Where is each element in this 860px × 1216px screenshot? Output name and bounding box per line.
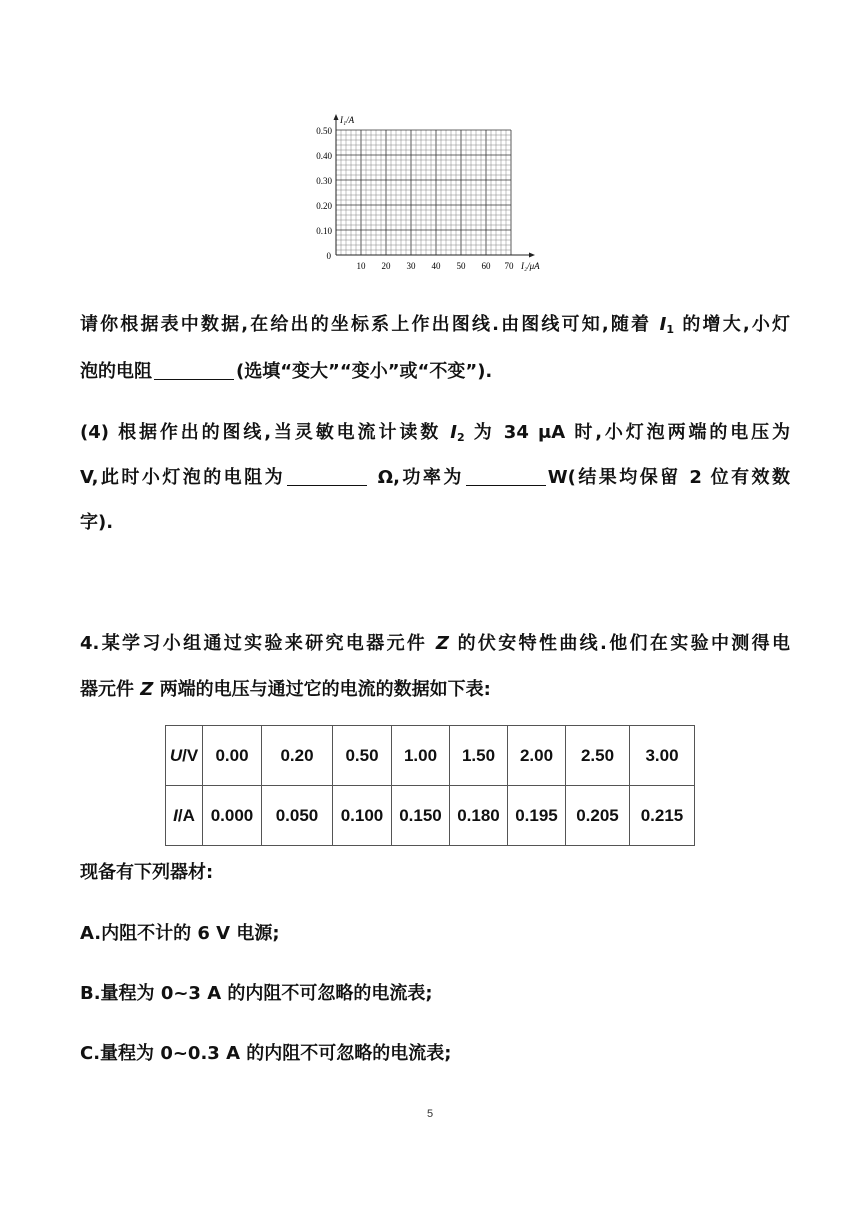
table-cell: 0.20: [262, 726, 333, 786]
graph-grid: [336, 130, 511, 255]
table-cell: 0.100: [333, 786, 392, 846]
q4-line-1: (4) 根据作出的图线,当灵敏电流计读数 $I_2$ 为 34 μA 时,小灯泡两端的电压为: [80, 422, 790, 444]
x-tick-label: 50: [456, 261, 466, 271]
origin-label: 0: [326, 251, 331, 261]
x-axis-label: I₂/μA: [521, 261, 540, 271]
y-axis-label: I₁/A: [340, 115, 355, 125]
y-tick-label: 0.20: [316, 201, 332, 211]
x-tick-label: 30: [406, 261, 416, 271]
answer-blank-resistance[interactable]: [287, 467, 367, 486]
y-tick-label: 0.10: [316, 226, 332, 236]
row-header-current: I/A: [166, 786, 203, 846]
table-cell: 0.000: [203, 786, 262, 846]
table-row: [166, 786, 695, 846]
equipment-item-b: B.量程为 0~3 A 的内阻不可忽略的电流表;: [80, 983, 433, 1004]
table-cell: 0.150: [392, 786, 450, 846]
x-tick-label: 20: [381, 261, 391, 271]
problem4-line-2: 器元件 Z 两端的电压与通过它的电流的数据如下表:: [80, 679, 491, 700]
answer-blank-resistance-trend[interactable]: [154, 361, 234, 380]
y-tick-label: 0.50: [316, 126, 332, 136]
x-tick-label: 60: [481, 261, 491, 271]
table-cell: 3.00: [630, 726, 695, 786]
answer-blank-power[interactable]: [466, 467, 546, 486]
table-cell: 0.50: [333, 726, 392, 786]
row-header-voltage: U/V: [166, 726, 203, 786]
y-tick-label: 0.30: [316, 176, 332, 186]
table-cell: 0.215: [630, 786, 695, 846]
x-tick-label: 10: [356, 261, 366, 271]
blank-grid-graph: [300, 112, 560, 277]
table-cell: 0.050: [262, 786, 333, 846]
equipment-item-a: A.内阻不计的 6 V 电源;: [80, 923, 280, 944]
table-cell: 1.00: [392, 726, 450, 786]
q4-line-2: V,此时小灯泡的电阻为 Ω,功率为 W(结果均保留 2 位有效数: [80, 467, 791, 488]
table-cell: 1.50: [450, 726, 508, 786]
voltage-current-table: [165, 725, 695, 846]
q3-line-1: 请你根据表中数据,在给出的坐标系上作出图线.由图线可知,随着 $I_1$ 的增大,小灯: [80, 314, 791, 336]
table-cell: 0.180: [450, 786, 508, 846]
q3-line-2: 泡的电阻 (选填“变大”“变小”或“不变”).: [80, 361, 493, 382]
y-tick-label: 0.40: [316, 151, 332, 161]
table-cell: 0.00: [203, 726, 262, 786]
q4-line-3: 字).: [80, 512, 114, 533]
problem4-line-1: 4.某学习小组通过实验来研究电器元件 Z 的伏安特性曲线.他们在实验中测得电: [80, 633, 790, 654]
table-cell: 2.00: [508, 726, 566, 786]
x-tick-label: 70: [504, 261, 514, 271]
table-cell: 0.195: [508, 786, 566, 846]
table-row: [166, 726, 695, 786]
x-tick-label: 40: [431, 261, 441, 271]
page-number: 5: [426, 1108, 434, 1120]
equipment-intro: 现备有下列器材:: [80, 862, 214, 883]
table-cell: 2.50: [566, 726, 630, 786]
equipment-item-c: C.量程为 0~0.3 A 的内阻不可忽略的电流表;: [80, 1043, 452, 1064]
graph-axes: [334, 114, 536, 258]
table-cell: 0.205: [566, 786, 630, 846]
